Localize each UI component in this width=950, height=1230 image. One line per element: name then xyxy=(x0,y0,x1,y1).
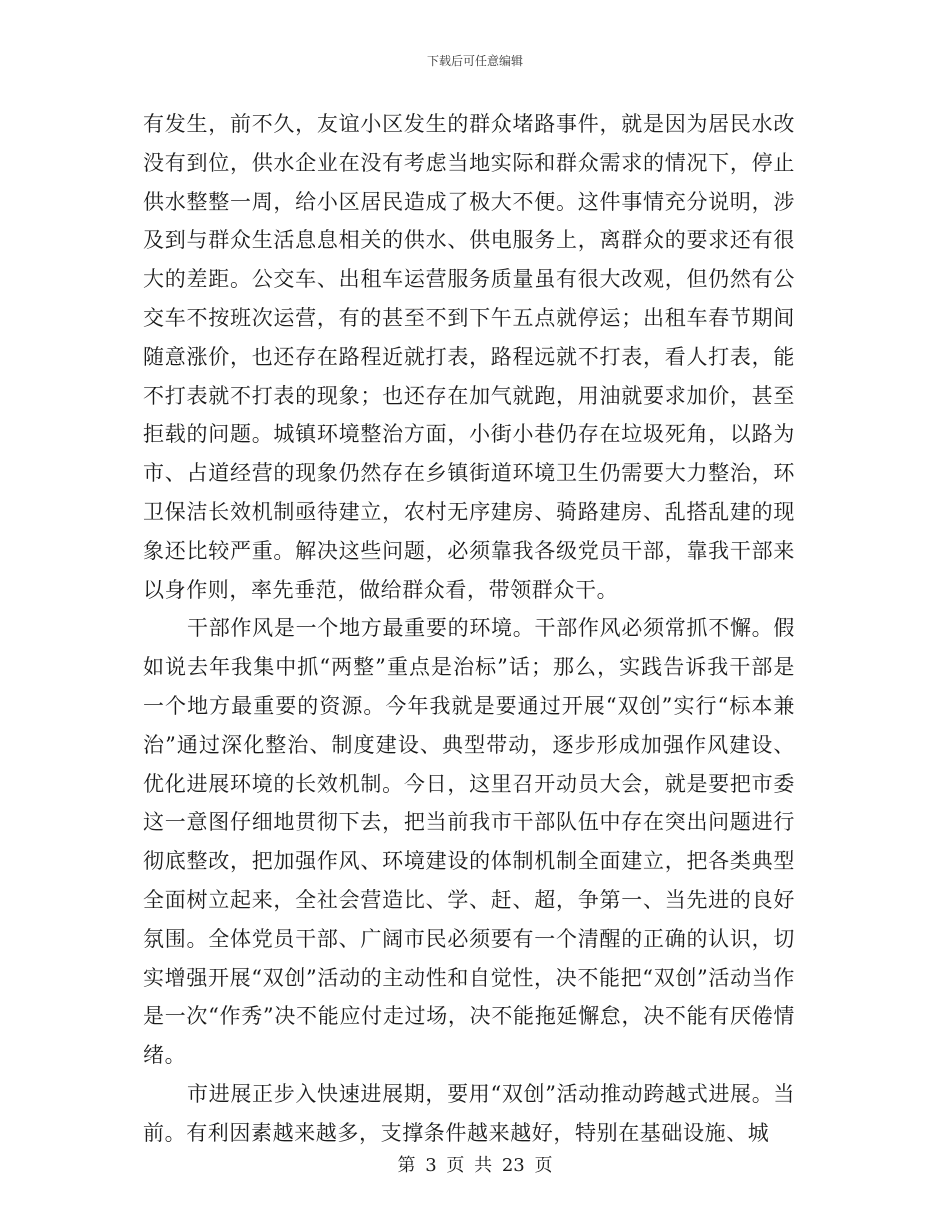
page-number: 第 3 页 共 23 页 xyxy=(397,1155,553,1176)
paragraph-continued: 有发生，前不久，友谊小区发生的群众堵路事件，就是因为居民水改没有到位，供水企业在没有考虑当地实际和群众需求的情况下，停止供水整整一周，给小区居民造成了极大不便。这件事情充分说明，涉及到与群众生活息息相关的供水、供电服务上，离群众的要求还有很大的差距。公交车、出租车运营服务质量虽有很大改观，但仍然有公交车不按班次运营，有的甚至不到下午五点就停运；出租车春节期间随意涨价，也还存在路程近就打表，路程远就不打表，看人打表，能不打表就不打表的现象；也还存在加气就跑，用油就要求加价，甚至拒载的问题。城镇环境整治方面，小街小巷仍存在垃圾死角，以路为市、占道经营的现象仍然存在乡镇街道环境卫生仍需要大力整治，环卫保洁长效机制亟待建立，农村无序建房、骑路建房、乱搭乱建的现象还比较严重。解决这些问题，必须靠我各级党员干部，靠我干部来以身作则，率先垂范，做给群众看，带领群众干。 xyxy=(143,112,795,602)
page-header-note: 下载后可任意编辑 xyxy=(426,54,523,68)
document-body xyxy=(143,105,795,1153)
paragraph-cadre-style: 干部作风是一个地方最重要的环境。干部作风必须常抓不懈。假如说去年我集中抓“两整”重点是治标”话；那么，实践告诉我干部是一个地方最重要的资源。今年我就是要通过开展“双创”实行“标本兼治”通过深化整治、制度建设、典型带动，逐步形成加强作风建设、优化进展环境的长效机制。今日，这里召开动员大会，就是要把市委这一意图仔细地贯彻下去，把当前我市干部队伍中存在突出问题进行彻底整改，把加强作风、环境建设的体制机制全面建立，把各类典型全面树立起来，全社会营造比、学、赶、超，争第一、当先进的良好氛围。全体党员干部、广阔市民必须要有一个清醒的正确的认识，切实增强开展“双创”活动的主动性和自觉性，决不能把“双创”活动当作是一次“作秀”决不能应付走过场，决不能拖延懈怠，决不能有厌倦情绪。 xyxy=(143,616,795,1068)
paragraph-development: 市进展正步入快速进展期，要用“双创”活动推动跨越式进展。当前。有利因素越来越多，支撑条件越来越好，特别在基础设施、城 xyxy=(143,1081,795,1145)
